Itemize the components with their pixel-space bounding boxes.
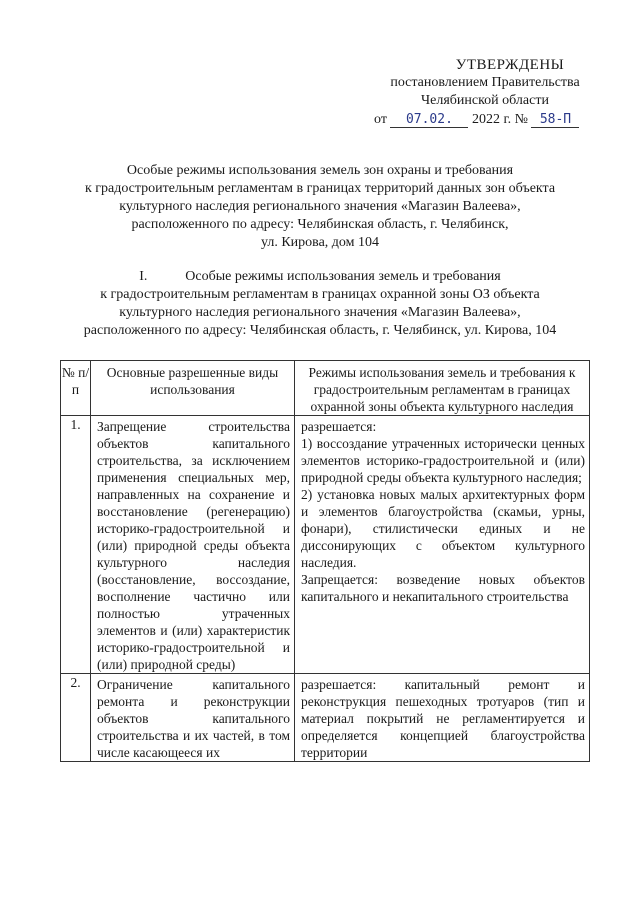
- approval-line-1: постановлением Правительства: [390, 75, 580, 90]
- section-heading: [40, 268, 600, 340]
- regime-paragraph: 1) воссоздание утраченных исторически ценных элементов историко-градостроительной и (или) природной среды объекта культурного наследия;: [301, 436, 585, 485]
- row-regime-text: [295, 416, 589, 605]
- row-use-text: Ограничение капитального ремонта и реконструкции объектов капитального строительства и их частей, в том числе касающееся их: [97, 677, 290, 760]
- row-regime-text: разрешается: капитальный ремонт и реконструкция пешеходных тротуаров (тип и материал покрытий не регламентируется и определяется концепцией благоустройства территории: [301, 677, 585, 760]
- regime-paragraph: Запрещается: возведение новых объектов капитального и некапитального строительства: [301, 572, 585, 604]
- approval-date-line: [374, 111, 610, 129]
- regime-paragraph: 2) установка новых малых архитектурных форм и элементов благоустройства (скамьи, урны, фонари), стилистически единых и не диссонирующих с объектом культурного наследия.: [301, 487, 585, 570]
- title-line-4: расположенного по адресу: Челябинская область, г. Челябинск,: [131, 217, 509, 232]
- approval-block: [360, 56, 610, 129]
- row-use: [91, 416, 295, 674]
- year-number-label: 2022 г. №: [471, 112, 528, 127]
- header-uses: Основные разрешенные виды использования: [91, 361, 295, 416]
- document-title: [40, 162, 600, 252]
- approval-heading: УТВЕРЖДЕНЫ: [455, 57, 565, 73]
- row-use: [91, 674, 295, 762]
- section-line-1-text: Особые режимы использования земель и требования: [185, 269, 501, 284]
- row-use-text: Запрещение строительства объектов капитального строительства, за исключением применения специальных мер, направленных на сохранение и восстановление (регенерацию) историко-градостроительной и (или) природной среды объекта культурного наследия (восстановление, воссоздание, восполнение частично или полностью утраченных элементов и (или) характеристик историко-градостроительной и (или) природной среды): [97, 419, 290, 672]
- header-regimes: Режимы использования земель и требования к градостроительным регламентам в границах охранной зоны объекта культурного наследия: [295, 361, 590, 416]
- header-num: № п/п: [61, 361, 91, 416]
- section-number: I.: [139, 269, 148, 284]
- title-line-1: Особые режимы использования земель зон охраны и требования: [126, 163, 514, 178]
- section-line-1: [40, 268, 600, 286]
- section-line-2: к градостроительным регламентам в границах охранной зоны ОЗ объекта: [100, 287, 540, 302]
- table-header-row: [61, 361, 590, 416]
- title-line-3: культурного наследия регионального значения «Магазин Валеева»,: [119, 199, 521, 214]
- section-line-4: расположенного по адресу: Челябинская область, г. Челябинск, ул. Кирова, 104: [83, 323, 557, 338]
- title-line-2: к градостроительным регламентам в границах территорий данных зон объекта: [84, 181, 556, 196]
- approval-date: 07.02.: [390, 112, 468, 128]
- table-row: [61, 674, 590, 762]
- section-line-3: культурного наследия регионального значения «Магазин Валеева»,: [119, 305, 521, 320]
- regime-paragraph: разрешается:: [301, 419, 377, 434]
- table-row: [61, 416, 590, 674]
- title-line-5: ул. Кирова, дом 104: [260, 235, 380, 250]
- approval-line-2: Челябинской области: [421, 93, 549, 108]
- row-regime: [295, 674, 590, 762]
- approval-number: 58-П: [531, 112, 579, 128]
- row-regime: [295, 416, 590, 674]
- from-label: от: [374, 112, 387, 127]
- row-number: 1.: [61, 416, 91, 674]
- row-number: 2.: [61, 674, 91, 762]
- regimes-table: [60, 360, 590, 762]
